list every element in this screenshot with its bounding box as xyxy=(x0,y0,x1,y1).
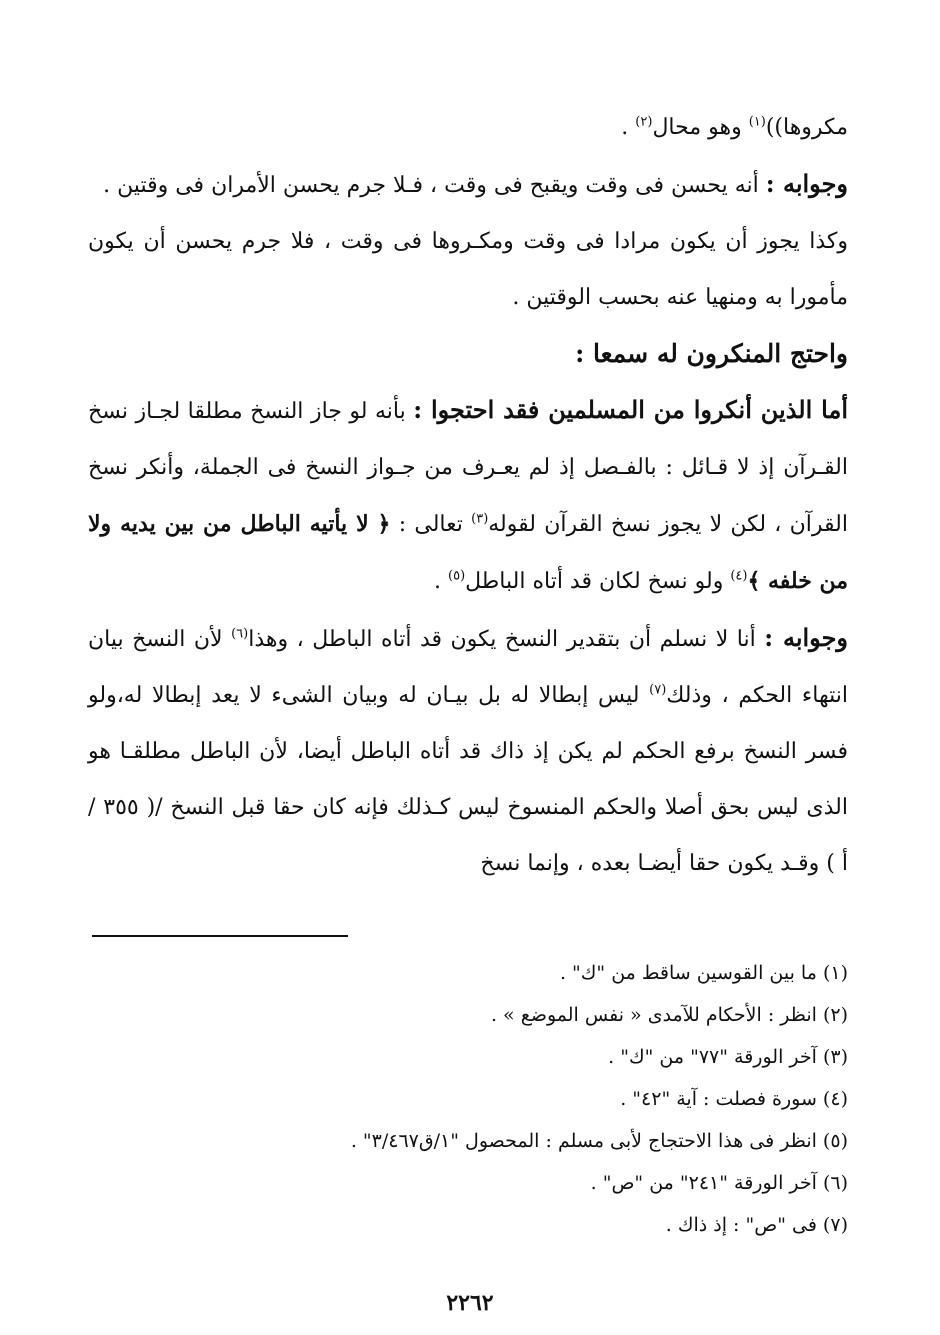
footnote-4: (٤) سورة فصلت : آية "٤٢" . xyxy=(620,1088,848,1110)
paragraph-4-lead: أما الذين أنكروا من المسلمين فقد احتجوا : xyxy=(413,395,848,424)
paragraph-1 xyxy=(88,100,848,156)
paragraph-5 xyxy=(88,610,848,892)
page-number: ٢٢٦٢ xyxy=(446,1290,494,1316)
section-heading: واحتج المنكرون له سمعا : xyxy=(575,339,848,368)
paragraph-1-text-2: وهو محال xyxy=(652,115,749,140)
footnote-ref-7: (٧) xyxy=(649,682,667,698)
paragraph-2-lead: وجوابه : xyxy=(765,169,848,198)
footnote-1: (١) ما بين القوسين ساقط من "ك" . xyxy=(559,962,848,984)
paragraph-5-text-3: ليس إبطالا له بل بيـان له وبيان الشىء لا يعد إبطالا له،ولو فسر النسخ برفع الحكم لم يكن إذ ذاك قد أتاه الباطل أيضا، لأن الباطل مطلقـا هو الذى ليس بحق أصلا والحكم المنسوخ ليس كـذلك فإنه كان حقا قبل النسخ /( ٣٥٥ / أ ) وقـد يكون حقا أيضـا بعده ، وإنما نسخ xyxy=(88,683,848,876)
paragraph-1-text: مكروها)) xyxy=(765,115,848,140)
footnote-2: (٢) انظر : الأحكام للآمدى « نفس الموضع » . xyxy=(490,1004,848,1026)
footnotes-list xyxy=(88,952,848,1246)
footnote-separator xyxy=(92,935,348,937)
footnote-3: (٣) آخر الورقة "٧٧" من "ك" . xyxy=(608,1046,848,1068)
quran-verse: ﴿ لا يأتيه الباطل من بين يديه ولا من خلفه ﴾ xyxy=(88,511,848,594)
paragraph-3 xyxy=(88,214,848,326)
paragraph-4-text-1: بأنه لو جاز النسخ مطلقا لجـاز نسخ القـرآن إذ لا قـائل : بالفـصل إذ لم يعـرف من جـواز النسخ فى الجملة، وأنكر نسخ القرآن ، لكن لا يجوز نسخ القرآن لقوله xyxy=(88,399,848,537)
paragraph-2-text: أنه يحسن فى وقت ويقبح فى وقت ، فـلا جرم يحسن الأمران فى وقتين . xyxy=(103,173,766,198)
footnote-6: (٦) آخر الورقة "٢٤١" من "ص" . xyxy=(590,1172,848,1194)
paragraph-1-text-3: . xyxy=(621,115,636,140)
paragraph-5-text-1: أنا لا نسلم أن بتقدير النسخ يكون قد أتاه الباطل ، وهذا xyxy=(248,627,765,652)
paragraph-4 xyxy=(88,382,848,610)
footnote-ref-3: (٣) xyxy=(471,511,489,527)
footnote-ref-5: (٥) xyxy=(448,568,466,584)
paragraph-4-text-4: . xyxy=(434,569,448,594)
paragraph-4-text-3: ولو نسخ لكان قد أتاه الباطل xyxy=(465,569,731,594)
paragraph-5-text-2: لأن النسخ بيان انتهاء الحكم ، وذلك xyxy=(88,627,848,708)
footnote-ref-1: (١) xyxy=(748,114,766,130)
footnote-5: (٥) انظر فى هذا الاحتجاج لأبى مسلم : المحصول "١/ق٣/٤٦٧" . xyxy=(350,1130,848,1152)
main-text xyxy=(88,100,848,892)
paragraph-5-lead: وجوابه : xyxy=(764,623,848,652)
paragraph-3-text: وكذا يجوز أن يكون مرادا فى وقت ومكـروها فى وقت ، فلا جرم يحسن أن يكون مأمورا به ومنهيا عنه بحسب الوقتين . xyxy=(88,229,848,310)
footnote-ref-4: (٤) xyxy=(730,568,748,584)
paragraph-4-text-2: تعالى : xyxy=(390,512,472,537)
paragraph-2 xyxy=(88,156,848,214)
footnote-ref-6: (٦) xyxy=(231,626,249,642)
footnote-ref-2: (٢) xyxy=(635,114,653,130)
footnote-7: (٧) فى "ص" : إذ ذاك . xyxy=(665,1214,848,1236)
